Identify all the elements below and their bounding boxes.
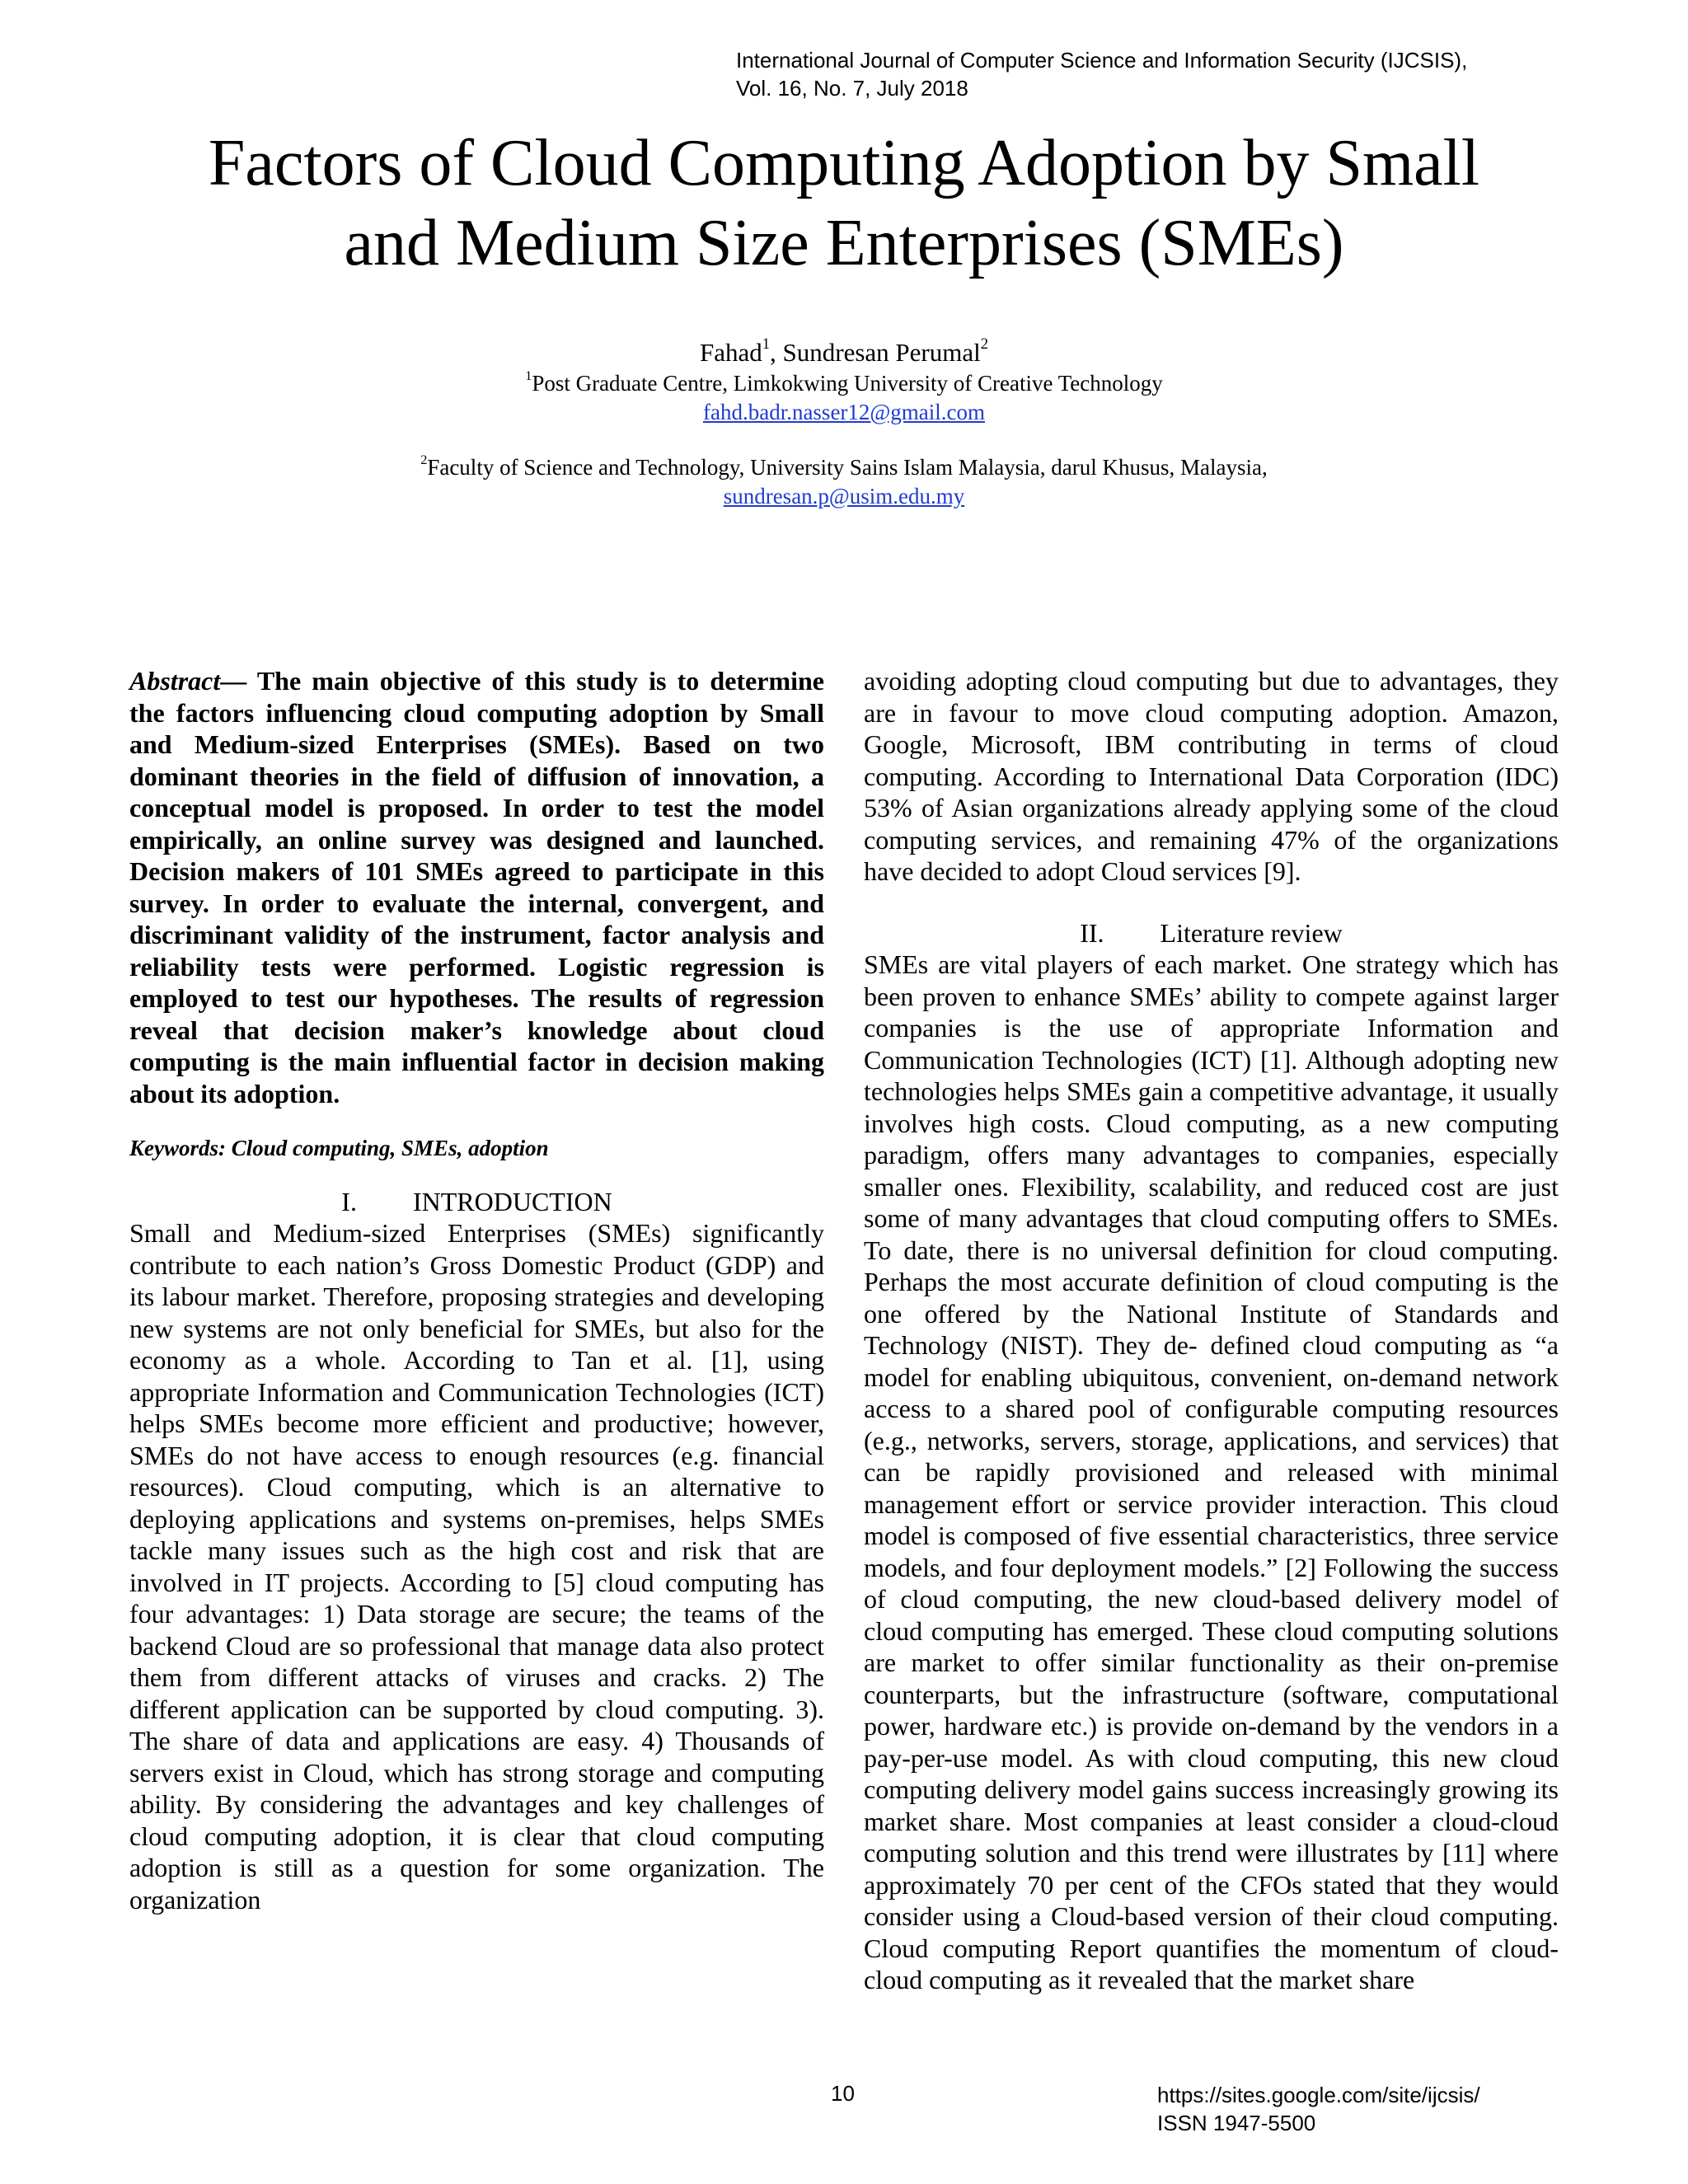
affiliation-2 bbox=[181, 453, 1507, 482]
affiliation-1-text: Post Graduate Centre, Limkokwing University of Creative Technology bbox=[532, 371, 1163, 396]
issn: ISSN 1947-5500 bbox=[1157, 2111, 1316, 2135]
abstract-dash: — bbox=[220, 666, 257, 696]
introduction-continued: avoiding adopting cloud computing but due to advantages, they are in favour to move cloud computing adoption. Amazon, Google, Microsoft, IBM contributing in terms of cloud computing. According to International Data Corporation (IDC) 53% of Asian organizations already applying some of the cloud computing services, and remaining 47% of the organizations have decided to adopt Cloud services [9]. bbox=[864, 666, 1559, 886]
abstract bbox=[129, 665, 824, 1109]
paper-title bbox=[99, 124, 1589, 284]
email-link-1[interactable]: fahd.badr.nasser12@gmail.com bbox=[702, 400, 986, 424]
section-title: INTRODUCTION bbox=[412, 1186, 612, 1216]
journal-url[interactable]: https://sites.google.com/site/ijcsis/ bbox=[1157, 2083, 1480, 2107]
left-column bbox=[129, 665, 824, 1915]
author-names bbox=[181, 336, 1507, 369]
page-number: 10 bbox=[831, 2081, 855, 2106]
journal-header bbox=[736, 46, 1467, 102]
section-heading-introduction bbox=[129, 1186, 824, 1218]
author-2: Sundresan Perumal bbox=[782, 338, 981, 367]
section-title: Literature review bbox=[1160, 917, 1343, 948]
author-2-affil-mark: 2 bbox=[980, 335, 989, 353]
journal-volume: Vol. 16, No. 7, July 2018 bbox=[736, 76, 968, 101]
keywords: Keywords: Cloud computing, SMEs, adoption bbox=[129, 1136, 549, 1160]
affiliation-2-mark: 2 bbox=[420, 452, 428, 467]
title-line-2: and Medium Size Enterprises (SMEs) bbox=[344, 207, 1344, 279]
introduction-paragraph: Small and Medium-sized Enterprises (SMEs) significantly contribute to each nation’s Gross Domestic Product (GDP) and its labour market. Therefore, proposing strategies and developing new systems are not only beneficial for SMEs, but also for the economy as a whole. According to Tan et al. [1], using appropriate Information and Communication Technologies (ICT) helps SMEs become more efficient and productive; however, SMEs do not have access to enough resources (e.g. financial resources). Cloud computing, which is an alternative to deploying applications and systems on-premises, helps SMEs tackle many issues such as the high cost and risk that are involved in IT projects. According to [5] cloud computing has four advantages: 1) Data storage are secure; the teams of the backend Cloud are so professional that manage data also protect them from different attacks of viruses and cracks. 2) The different application can be supported by cloud computing. 3). The share of data and applications are easy. 4) Thousands of servers exist in Cloud, which has strong storage and computing ability. By considering the advantages and key challenges of cloud computing adoption, it is clear that cloud computing adoption is still as a question for some organization. The organization bbox=[129, 1218, 824, 1915]
authors-block bbox=[181, 336, 1507, 511]
footer-info bbox=[1157, 2081, 1480, 2137]
right-column bbox=[864, 665, 1559, 1996]
author-separator: , bbox=[770, 338, 783, 367]
section-number: I. bbox=[341, 1186, 357, 1216]
author-1-affil-mark: 1 bbox=[762, 335, 771, 353]
title-line-1: Factors of Cloud Computing Adoption by Small bbox=[208, 127, 1480, 199]
author-1: Fahad bbox=[699, 338, 762, 367]
section-heading-literature-review bbox=[864, 917, 1559, 949]
literature-review-paragraph: SMEs are vital players of each market. One strategy which has been proven to enhance SMEs’ ability to compete against larger companies is the use of appropriate Information and Communication Technologies (ICT) [1]. Although adopting new technologies helps SMEs gain a competitive advantage, it usually involves high costs. Cloud computing, as a new computing paradigm, offers many advantages to companies, especially smaller ones. Flexibility, scalability, and reduced cost are just some of many advantages that cloud computing offers to SMEs. To date, there is no universal definition for cloud computing. Perhaps the most accurate definition of cloud computing is the one offered by the National Institute of Standards and Technology (NIST). They de- defined cloud computing as “a model for enabling ubiquitous, convenient, on-demand network access to a shared pool of configurable computing resources (e.g., networks, servers, storage, applications, and services) that can be rapidly provisioned and released with minimal management effort or service provider interaction. This cloud model is composed of five essential characteristics, three service models, and four deployment models.” [2] Following the success of cloud computing, the new cloud-based delivery model of cloud computing has emerged. These cloud computing solutions are market to offer similar functionality as their on-premise counterparts, but the infrastructure (software, computational power, hardware etc.) is provide on-demand by the vendors in a pay-per-use model. As with cloud computing, this new cloud computing delivery model gains success increasingly growing its market share. Most companies at least consider a cloud-cloud computing solution and this trend were illustrates by [11] where approximately 70 per cent of the CFOs stated that they would consider using a Cloud-based version of their cloud computing. Cloud computing Report quantifies the momentum of cloud-cloud computing as it revealed that the market share bbox=[864, 949, 1559, 1994]
abstract-text: The main objective of this study is to determine the factors influencing cloud computing adoption by Small and Medium-sized Enterprises (SMEs). Based on two dominant theories in the field of diffusion of innovation, a conceptual model is proposed. In order to test the model empirically, an online survey was designed and launched. Decision makers of 101 SMEs agreed to participate in this survey. In order to evaluate the internal, convergent, and discriminant validity of the instrument, factor analysis and reliability tests were performed. Logistic regression is employed to test our hypotheses. The results of regression reveal that decision maker’s knowledge about cloud computing is the main influential factor in decision making about its adoption. bbox=[129, 666, 825, 1108]
affiliation-1 bbox=[181, 369, 1507, 398]
affiliation-1-mark: 1 bbox=[525, 368, 532, 383]
journal-name: International Journal of Computer Science and Information Security (IJCSIS), bbox=[736, 48, 1468, 73]
affiliation-2-text: Faculty of Science and Technology, University Sains Islam Malaysia, darul Khusus, Malaysia, bbox=[427, 455, 1268, 480]
email-link-2[interactable]: sundresan.p@usim.edu.my bbox=[723, 484, 965, 509]
section-number: II. bbox=[1080, 917, 1104, 948]
abstract-label: Abstract bbox=[129, 666, 221, 696]
